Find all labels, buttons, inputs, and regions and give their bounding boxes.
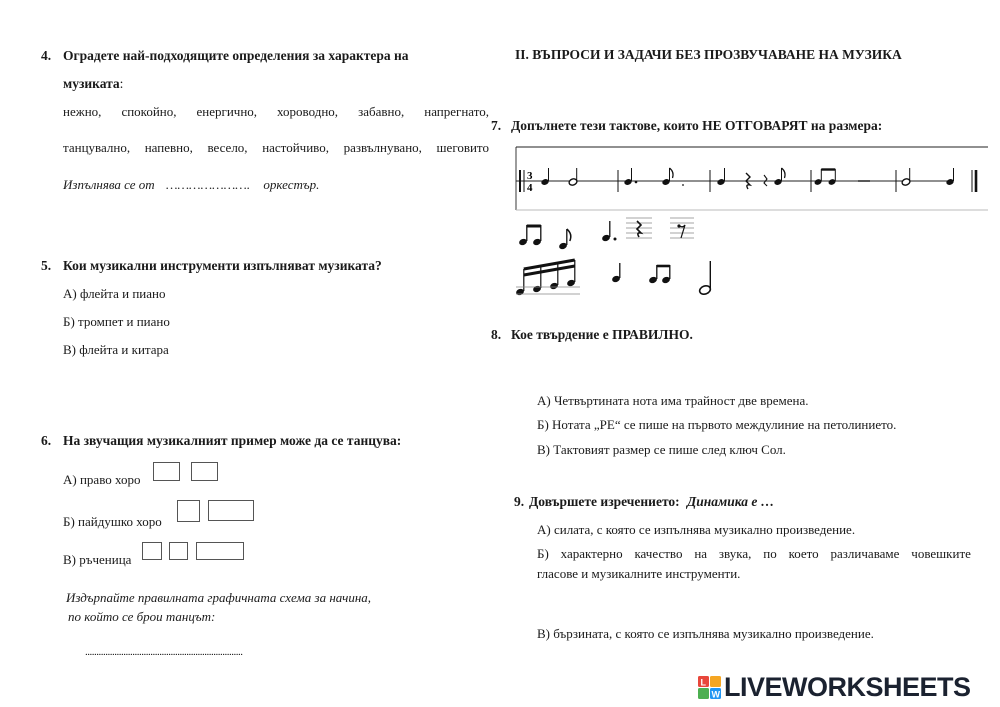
q4-word[interactable]: енергично, (196, 104, 258, 119)
q4-word[interactable]: танцувално, (63, 140, 131, 155)
q9-option-b-line2: гласове и музикалните инструменти. (537, 566, 741, 581)
liveworksheets-logo-text: LIVEWORKSHEETS (724, 672, 971, 702)
q8-option-c[interactable]: В) Тактовият размер се пише след ключ Сол. (537, 442, 786, 457)
time-signature-bottom: 4 (527, 182, 533, 194)
measure-5[interactable] (901, 168, 954, 186)
q6-drop-box[interactable] (153, 462, 180, 481)
q5-option-a[interactable]: А) флейта и пиано (63, 286, 166, 301)
q8-title: Кое твърдение е ПРАВИЛНО. (511, 327, 693, 342)
liveworksheets-logo-icon (698, 675, 722, 701)
q5-option-b[interactable]: Б) тромпет и пиано (63, 314, 170, 329)
measure-4[interactable] (814, 169, 870, 186)
q7-title: Допълнете тези тактове, които НЕ ОТГОВАРЯТ на размера: (511, 118, 883, 133)
q4-word[interactable]: шеговито (436, 140, 489, 155)
note-options-row1 (518, 216, 698, 252)
q6-drop-box[interactable] (169, 542, 188, 560)
final-barline (972, 170, 976, 192)
svg-text:W: W (711, 689, 720, 699)
q5-option-c[interactable]: В) флейта и китара (63, 342, 169, 357)
eighth-note-option[interactable] (558, 229, 571, 250)
q4-word[interactable]: хороводно, (277, 104, 339, 119)
q9-option-b[interactable]: Б) характерно качество на звука, по което различаваме човешките (537, 546, 971, 561)
q4-word[interactable]: нежно, (63, 104, 102, 119)
section-title: II. ВЪПРОСИ И ЗАДАЧИ БЕЗ ПРОЗВУЧАВАНЕ НА МУЗИКА (515, 47, 902, 62)
note-options-row2 (514, 256, 734, 300)
q6-option-b: Б) пайдушко хоро (63, 514, 162, 529)
q8-option-a[interactable]: А) Четвъртината нота има трайност две времена. (537, 393, 809, 408)
q4-words-row1 (63, 104, 489, 120)
q4-title-line2: музиката: (63, 76, 124, 91)
q8-option-b[interactable]: Б) Нотата „РЕ“ се пише на първото междулиние на петолинието. (537, 417, 897, 432)
half-note-option[interactable] (698, 261, 711, 296)
q4-word[interactable]: забавно, (358, 104, 405, 119)
eighth-rest-option[interactable] (670, 218, 694, 238)
measure-1[interactable] (540, 168, 577, 186)
q9-option-c[interactable]: В) бързината, с която се изпълнява музикално произведение. (537, 626, 874, 641)
q6-drop-box[interactable] (208, 500, 254, 521)
q5-number: 5. (41, 258, 52, 273)
q4-word[interactable]: напрегнато, (424, 104, 489, 119)
q4-orchestra-blank[interactable]: …………………. (165, 177, 251, 192)
q4-word[interactable]: спокойно, (121, 104, 177, 119)
q6-drop-box[interactable] (196, 542, 244, 560)
quarter-rest-option[interactable] (626, 218, 652, 238)
beamed-eighths-option[interactable] (518, 225, 542, 246)
q4-number: 4. (41, 48, 52, 63)
q4-performed: Изпълнява се от …………………. оркестър. (63, 177, 320, 192)
time-signature-top: 3 (527, 170, 533, 182)
q9-title: Довършете изречението: Динамика е … (529, 494, 775, 509)
q9-number: 9. (514, 494, 525, 509)
q6-option-a: А) право хоро (63, 472, 141, 487)
q6-drop-box[interactable] (142, 542, 162, 560)
q4-word[interactable]: напевно, (144, 140, 193, 155)
beamed-eighths-option-2[interactable] (648, 265, 671, 284)
svg-text:L: L (700, 677, 706, 687)
q4-word[interactable]: настойчиво, (262, 140, 329, 155)
q4-word[interactable]: весело, (207, 140, 248, 155)
q4-word[interactable]: развълнувано, (343, 140, 422, 155)
q8-number: 8. (491, 327, 502, 342)
q4-words-row2 (63, 140, 489, 156)
q9-option-a[interactable]: А) силата, с която се изпълнява музикално произведение. (537, 522, 856, 537)
q6-instruction-line1: Издърпайте правилната графичната схема за начина, (66, 590, 372, 605)
measure-3[interactable] (716, 168, 785, 189)
q6-number: 6. (41, 433, 52, 448)
quarter-note-option[interactable] (611, 263, 621, 283)
q6-drop-box[interactable] (177, 500, 200, 522)
q7-number: 7. (491, 118, 502, 133)
q6-title: На звучащия музикалният пример може да се танцува: (63, 433, 402, 448)
liveworksheets-logo[interactable] (698, 672, 971, 703)
q4-title-line1: Оградете най-подходящите определения за характера на (63, 48, 409, 63)
q6-answer-line[interactable]: ...................................................................... (85, 646, 243, 658)
q6-option-c: В) ръченица (63, 552, 132, 567)
dotted-quarter-option[interactable] (601, 221, 616, 242)
q5-title: Кои музикални инструменти изпълняват музиката? (63, 258, 382, 273)
music-staff (488, 140, 988, 212)
measure-2[interactable] (623, 168, 683, 186)
q6-drop-box[interactable] (191, 462, 218, 481)
beamed-sixteenths-option[interactable] (515, 260, 580, 296)
q6-instruction-line2: по който се брои танцът: (68, 609, 216, 624)
